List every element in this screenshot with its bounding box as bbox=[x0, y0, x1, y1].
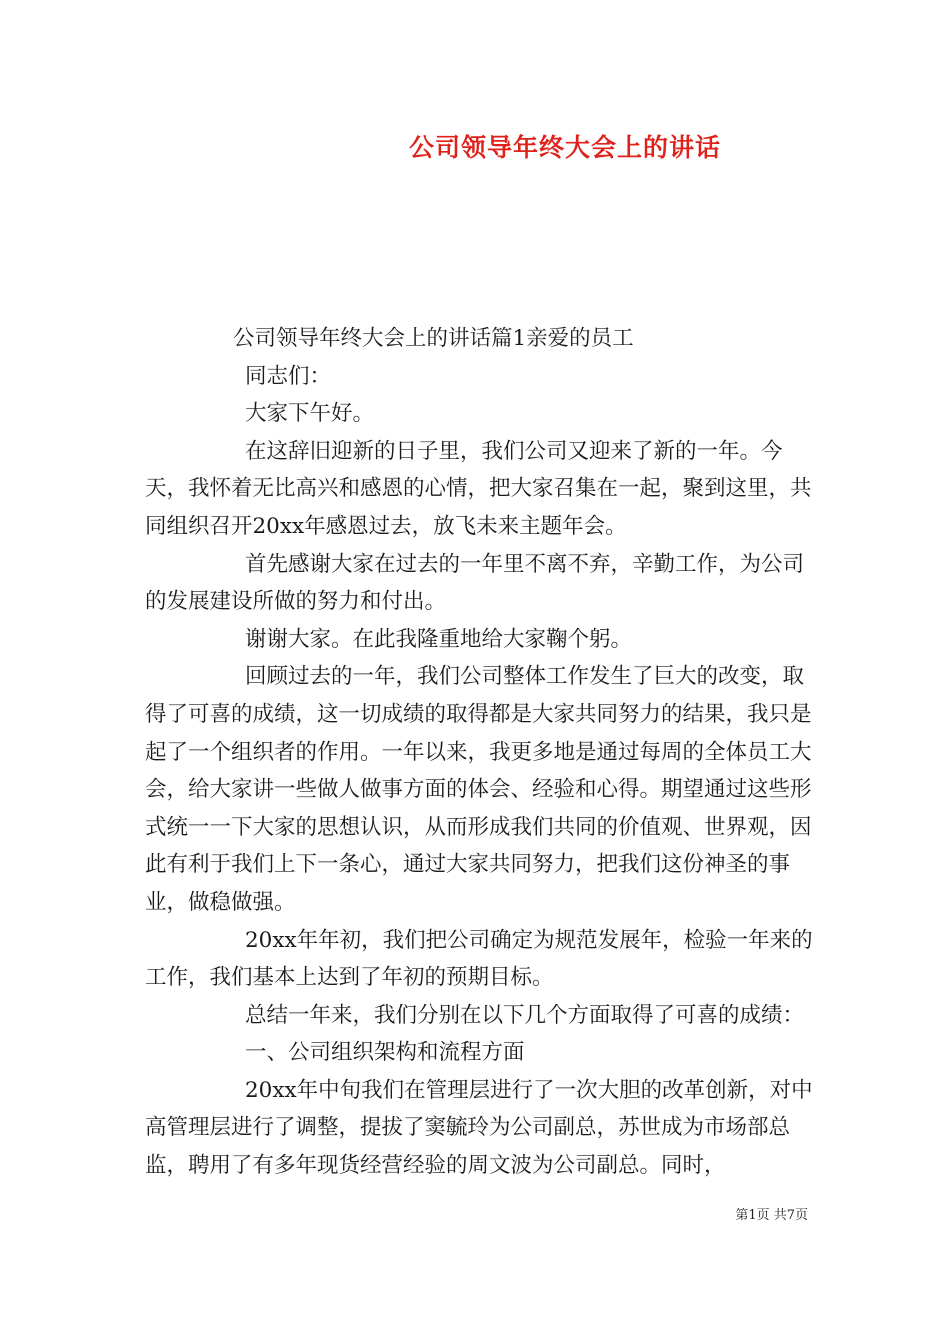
paragraph: 在这辞旧迎新的日子里，我们公司又迎来了新的一年。今天，我怀着无比高兴和感恩的心情，把大家召集在一起，聚到这里，共同组织召开20xx年感恩过去，放飞未来主题年会。 bbox=[145, 438, 812, 539]
page-indicator: 第1页 共7页 bbox=[735, 1208, 808, 1223]
paragraph-heading-line: 公司领导年终大会上的讲话篇1亲爱的员工 bbox=[233, 326, 634, 351]
document-title: 公司领导年终大会上的讲话 bbox=[408, 133, 721, 162]
document-body bbox=[145, 320, 825, 1185]
paragraph: 谢谢大家。在此我隆重地给大家鞠个躬。 bbox=[245, 626, 633, 652]
paragraph: 首先感谢大家在过去的一年里不离不弃，辛勤工作，为公司的发展建设所做的努力和付出。 bbox=[145, 551, 805, 615]
paragraph: 总结一年来，我们分别在以下几个方面取得了可喜的成绩： bbox=[245, 1002, 805, 1028]
paragraph-salutation: 同志们： bbox=[245, 363, 332, 389]
paragraph: 20xx年年初，我们把公司确定为规范发展年，检验一年来的工作，我们基本上达到了年初的预期目标。 bbox=[145, 927, 813, 991]
paragraph: 20xx年中旬我们在管理层进行了一次大胆的改革创新，对中高管理层进行了调整，提拔了窦毓玲为公司副总，苏世成为市场部总监，聘用了有多年现货经营经验的周文波为公司副总。同时， bbox=[145, 1077, 813, 1179]
paragraph-greeting: 大家下午好。 bbox=[245, 401, 375, 427]
paragraph: 回顾过去的一年，我们公司整体工作发生了巨大的改变，取得了可喜的成绩，这一切成绩的取得都是大家共同努力的结果，我只是起了一个组织者的作用。一年以来，我更多地是通过每周的全体员工大会，给大家讲一些做人做事方面的体会、经验和心得。期望通过这些形式统一一下大家的思想认识，从而形成我们共同的价值观、世界观，因此有利于我们上下一条心，通过大家共同努力，把我们这份神圣的事业，做稳做强。 bbox=[145, 664, 812, 915]
section-heading: 一、公司组织架构和流程方面 bbox=[245, 1040, 525, 1066]
